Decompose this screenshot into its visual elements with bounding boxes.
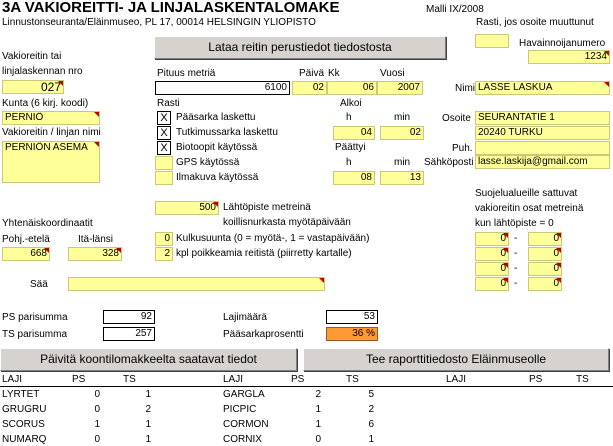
table-cell-ps[interactable]: 0 [94,434,100,445]
update-from-point-form-button[interactable]: Päivitä koontilomakkeelta saatavat tiedot [0,348,297,371]
protected-range-1-start[interactable]: 0 [475,232,509,246]
protected-dash: - [514,248,518,259]
research-section-checkbox[interactable]: X [157,126,171,140]
protected-range-2-start[interactable]: 0 [475,247,509,261]
protected-dash: - [514,278,518,289]
protected-dash: - [514,263,518,274]
table-header-laji: LAJI [223,374,244,385]
end-min-label: min [394,157,411,168]
aerial-photo-checkbox[interactable] [155,171,173,185]
weather-label: Sää [30,279,48,290]
table-cell-ts[interactable]: 2 [145,404,151,415]
weather-field[interactable] [68,277,325,291]
day-label: Päivä [299,68,325,79]
table-cell-ts[interactable]: 1 [145,419,151,430]
month-label: Kk [328,68,340,79]
deviations-label: kpl poikkeamia reitistä (piirretty kartalle) [176,248,352,259]
table-cell-laji[interactable]: GRUGRU [2,404,47,415]
year-label: Vuosi [380,68,405,79]
table-cell-ts[interactable]: 2 [368,404,374,415]
table-cell-ps[interactable]: 1 [94,419,100,430]
species-count-label: Lajimäärä [223,312,267,323]
year-field[interactable]: 2007 [377,81,423,95]
protected-range-3-end[interactable]: 0 [528,262,562,276]
protected-range-1-end[interactable]: 0 [528,232,562,246]
table-cell-ts[interactable]: 1 [368,434,374,445]
biotopes-label: Biotoopit käytössä [176,142,258,153]
phone-field[interactable] [475,141,610,155]
protected-range-3-start[interactable]: 0 [475,262,509,276]
phone-label: Puh. [452,143,473,154]
table-header-laji: LAJI [2,374,23,385]
table-header-divider [0,386,613,387]
end-h-label: h [346,157,352,168]
municipality-label: Kunta (6 kirj. koodi) [2,98,89,109]
table-header-ps: PS [529,374,543,385]
ps-sum-value: 92 [103,310,155,324]
length-label: Pituus metriä [157,68,216,79]
table-cell-ts[interactable]: 5 [368,389,374,400]
start-h-label: h [346,112,352,123]
start-minute-field[interactable]: 02 [380,126,424,140]
route-number-label-1: Vakioreitin tai [2,51,62,62]
protected-range-4-end[interactable]: 0 [528,277,562,291]
table-cell-laji[interactable]: PICPIC [223,404,257,415]
address-change-checkbox[interactable] [475,34,509,48]
table-cell-ps[interactable]: 0 [94,404,100,415]
observer-number-label: Havainnoijanumero [519,38,606,49]
protected-range-2-end[interactable]: 0 [528,247,562,261]
ts-sum-value: 257 [103,327,155,341]
end-minute-field[interactable]: 13 [380,171,424,185]
municipality-field[interactable]: PERNIÖ [2,111,100,125]
start-time-label: Alkoi [340,98,362,109]
table-cell-ts[interactable]: 1 [145,389,151,400]
end-hour-field[interactable]: 08 [333,171,375,185]
start-point-label-2: koillisnurkasta myötäpäivään [223,217,351,228]
main-pct-label: Pääsarkaprosentti [223,329,304,340]
end-time-label: Päättyi [335,142,366,153]
start-hour-field[interactable]: 04 [333,126,375,140]
table-cell-ps[interactable]: 1 [315,404,321,415]
table-header-ts: TS [346,374,359,385]
address-change-label: Rasti, jos osoite muuttunut [476,17,594,28]
table-cell-ps[interactable]: 1 [315,419,321,430]
email-field[interactable]: lasse.laskija@gmail.com [475,155,610,169]
check-header: Rasti [157,98,180,109]
ps-sum-label: PS parisumma [2,312,68,323]
load-route-button[interactable]: Lataa reitin perustiedot tiedostosta [154,36,446,59]
start-point-field[interactable]: 500 [155,201,219,215]
deviations-field[interactable]: 2 [155,247,173,261]
protected-range-4-start[interactable]: 0 [475,277,509,291]
coords-label: Yhtenäiskoordinaatit [2,218,93,229]
table-cell-ps[interactable]: 0 [94,389,100,400]
address-label: Osoite [442,113,471,124]
table-cell-laji[interactable]: CORNIX [223,434,262,445]
model-label: Malli IX/2008 [426,4,484,15]
table-cell-laji[interactable]: LYRTET [2,389,40,400]
east-coord-field[interactable]: 328 [68,247,122,261]
create-report-button[interactable]: Tee raporttitiedosto Eläinmuseolle [303,348,609,371]
observer-name-field[interactable]: LASSE LASKUA [475,81,610,95]
address-line-2-field[interactable]: 20240 TURKU [475,126,610,140]
protected-label-1: Suojelualueille sattuvat [475,188,578,199]
route-name-field[interactable]: PERNIÖN ASEMA [2,141,100,183]
east-label: Itä-länsi [78,234,114,245]
route-number-label-2: linjalaskennan nro [2,66,83,77]
direction-label: Kulkusuunta (0 = myötä-, 1 = vastapäivään) [176,233,370,244]
north-coord-field[interactable]: 668 [2,247,50,261]
length-field[interactable]: 6100 [155,81,290,95]
ts-sum-label: TS parisumma [2,329,68,340]
main-pct-value: 36 % [326,327,378,341]
table-header-ps: PS [72,374,86,385]
start-min-label: min [394,112,411,123]
address-line-1-field[interactable]: SEURANTATIE 1 [475,111,610,125]
route-number-field[interactable]: 027 [2,80,64,94]
day-field[interactable]: 02 [292,81,327,95]
biotopes-checkbox[interactable]: X [157,141,171,155]
email-label: Sähköposti [424,157,474,168]
table-header-ts: TS [576,374,589,385]
north-label: Pohj.-etelä [2,234,50,245]
route-name-label: Vakioreitin / linjan nimi [2,127,101,138]
table-header-ps: PS [291,374,305,385]
protected-dash: - [514,233,518,244]
table-cell-ts[interactable]: 6 [368,419,374,430]
table-cell-ts[interactable]: 1 [145,434,151,445]
research-section-label: Tutkimussarka laskettu [176,127,278,138]
table-cell-laji[interactable]: NUMARQ [2,434,47,445]
form-title: 3A VAKIOREITTI- JA LINJALASKENTALOMAKE [2,0,340,16]
table-cell-laji[interactable]: CORMON [223,419,269,430]
direction-field[interactable]: 0 [155,232,173,246]
table-header-ts: TS [123,374,136,385]
observer-number-field[interactable]: 1234 [528,50,610,64]
aerial-photo-label: Ilmakuva käytössä [176,172,259,183]
table-cell-laji[interactable]: SCORUS [2,419,45,430]
table-header-laji: LAJI [446,374,467,385]
name-label: Nimi [455,83,475,94]
gps-checkbox[interactable] [155,156,173,170]
table-cell-laji[interactable]: GARGLA [223,389,265,400]
form-subtitle: Linnustonseuranta/Eläinmuseo, PL 17, 00014 HELSINGIN YLIOPISTO [2,17,316,28]
table-cell-ps[interactable]: 0 [315,434,321,445]
gps-label: GPS käytössä [176,157,240,168]
main-section-checkbox[interactable]: X [157,111,171,125]
main-section-label: Pääsarka laskettu [176,112,256,123]
protected-label-2: vakioreitin osat metreinä [475,203,584,214]
species-count-value: 53 [326,310,378,324]
start-point-label-1: Lähtöpiste metreinä [223,202,311,213]
protected-label-3: kun lähtöpiste = 0 [475,218,554,229]
month-field[interactable]: 06 [327,81,377,95]
table-cell-ps[interactable]: 2 [315,389,321,400]
